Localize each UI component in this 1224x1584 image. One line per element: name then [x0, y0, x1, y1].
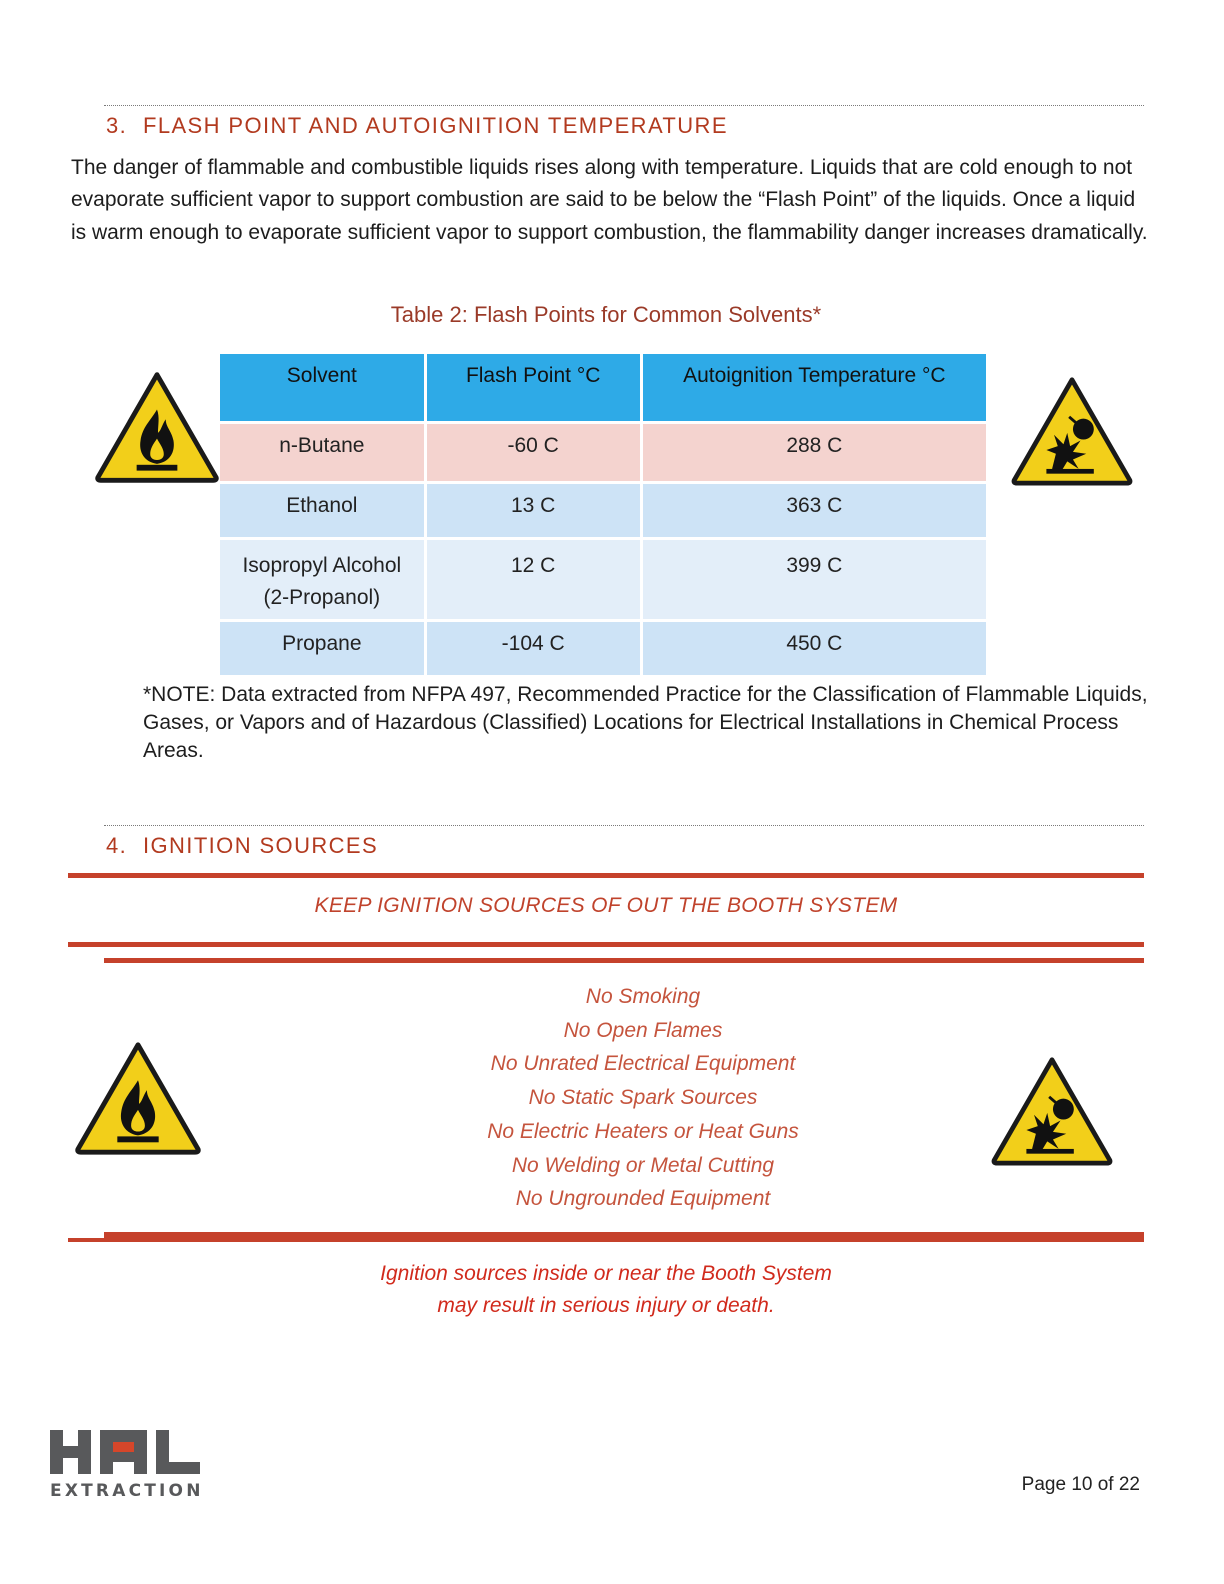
section-3-number: 3. [106, 113, 128, 138]
table-row [220, 484, 986, 537]
section-3-heading [106, 113, 728, 139]
table-row [220, 622, 986, 675]
cell-auto: 363 C [643, 484, 986, 537]
section-4-heading [106, 833, 378, 859]
cell-flash: -104 C [427, 622, 640, 675]
section-3-body: The danger of flammable and combustible liquids rises along with temperature. Liquids that are cold enough to not evaporate sufficient vapor to support combustion are said to be below the “Flash Point” of the liquids. Once a liquid is warm enough to evaporate sufficient vapor to support combustion, the flammability danger increases dramatically. [71, 156, 1148, 244]
injury-warning-line1: Ignition sources inside or near the Booth System [380, 1262, 832, 1285]
header-solvent: Solvent [220, 354, 424, 421]
page-number: Page 10 of 22 [1021, 1474, 1140, 1495]
section-3-title: FLASH POINT AND AUTOIGNITION TEMPERATURE [143, 113, 728, 138]
table-header-row [220, 354, 986, 421]
table-caption: Table 2: Flash Points for Common Solvents* [390, 302, 822, 327]
cell-auto: 399 C [643, 540, 986, 619]
explosive-warning-icon [990, 1056, 1114, 1166]
cell-solvent: n-Butane [220, 424, 424, 481]
table-note: *NOTE: Data extracted from NFPA 497, Recommended Practice for the Classification of Flammable Liquids, Gases, or Vapors and of Hazardous (Classified) Locations for Electrical Installations in Chemical Process Areas. [143, 683, 1148, 762]
table-row [220, 424, 986, 481]
rule-item: No Smoking [585, 985, 701, 1008]
logo-subtext: EXTRACTION [50, 1481, 204, 1501]
banner-bottom-rule [68, 942, 1144, 947]
section-divider [104, 105, 1144, 106]
header-flash-point: Flash Point °C [427, 354, 640, 421]
cell-flash: 12 C [427, 540, 640, 619]
rule-item: No Ungrounded Equipment [515, 1187, 771, 1211]
section-divider [104, 825, 1144, 826]
cell-flash: 13 C [427, 484, 640, 537]
cell-solvent-line1: Isopropyl Alcohol [242, 554, 402, 577]
cell-solvent-line2: (2-Propanol) [263, 586, 381, 609]
rules-bottom-rule-stub [68, 1238, 104, 1242]
rule-item: No Static Spark Sources [528, 1086, 758, 1110]
banner-top-rule [68, 873, 1144, 878]
rule-item: No Welding or Metal Cutting [511, 1153, 775, 1177]
rule-item: No Unrated Electrical Equipment [490, 1052, 796, 1076]
ignition-banner: KEEP IGNITION SOURCES OF OUT THE BOOTH SYSTEM [314, 894, 898, 917]
cell-solvent [220, 540, 424, 619]
cell-solvent: Propane [220, 622, 424, 675]
hal-logo [50, 1430, 200, 1474]
table-row [220, 540, 986, 619]
section-4-title: IGNITION SOURCES [143, 833, 379, 858]
cell-auto: 288 C [643, 424, 986, 481]
section-4-number: 4. [106, 833, 128, 858]
cell-solvent: Ethanol [220, 484, 424, 537]
injury-warning [0, 1258, 1212, 1322]
rules-bottom-rule [104, 1232, 1144, 1242]
rule-item: No Open Flames [563, 1018, 723, 1042]
rule-item: No Electric Heaters or Heat Guns [487, 1119, 799, 1143]
flammable-warning-icon [94, 370, 220, 484]
cell-flash: -60 C [427, 424, 640, 481]
solvent-table [217, 351, 989, 678]
header-autoignition: Autoignition Temperature °C [643, 354, 986, 421]
explosive-warning-icon [1010, 376, 1134, 486]
ignition-rules-list [440, 980, 846, 1216]
rules-top-rule [104, 958, 1144, 963]
cell-auto: 450 C [643, 622, 986, 675]
injury-warning-line2: may result in serious injury or death. [437, 1294, 775, 1317]
flammable-warning-icon [74, 1040, 202, 1156]
